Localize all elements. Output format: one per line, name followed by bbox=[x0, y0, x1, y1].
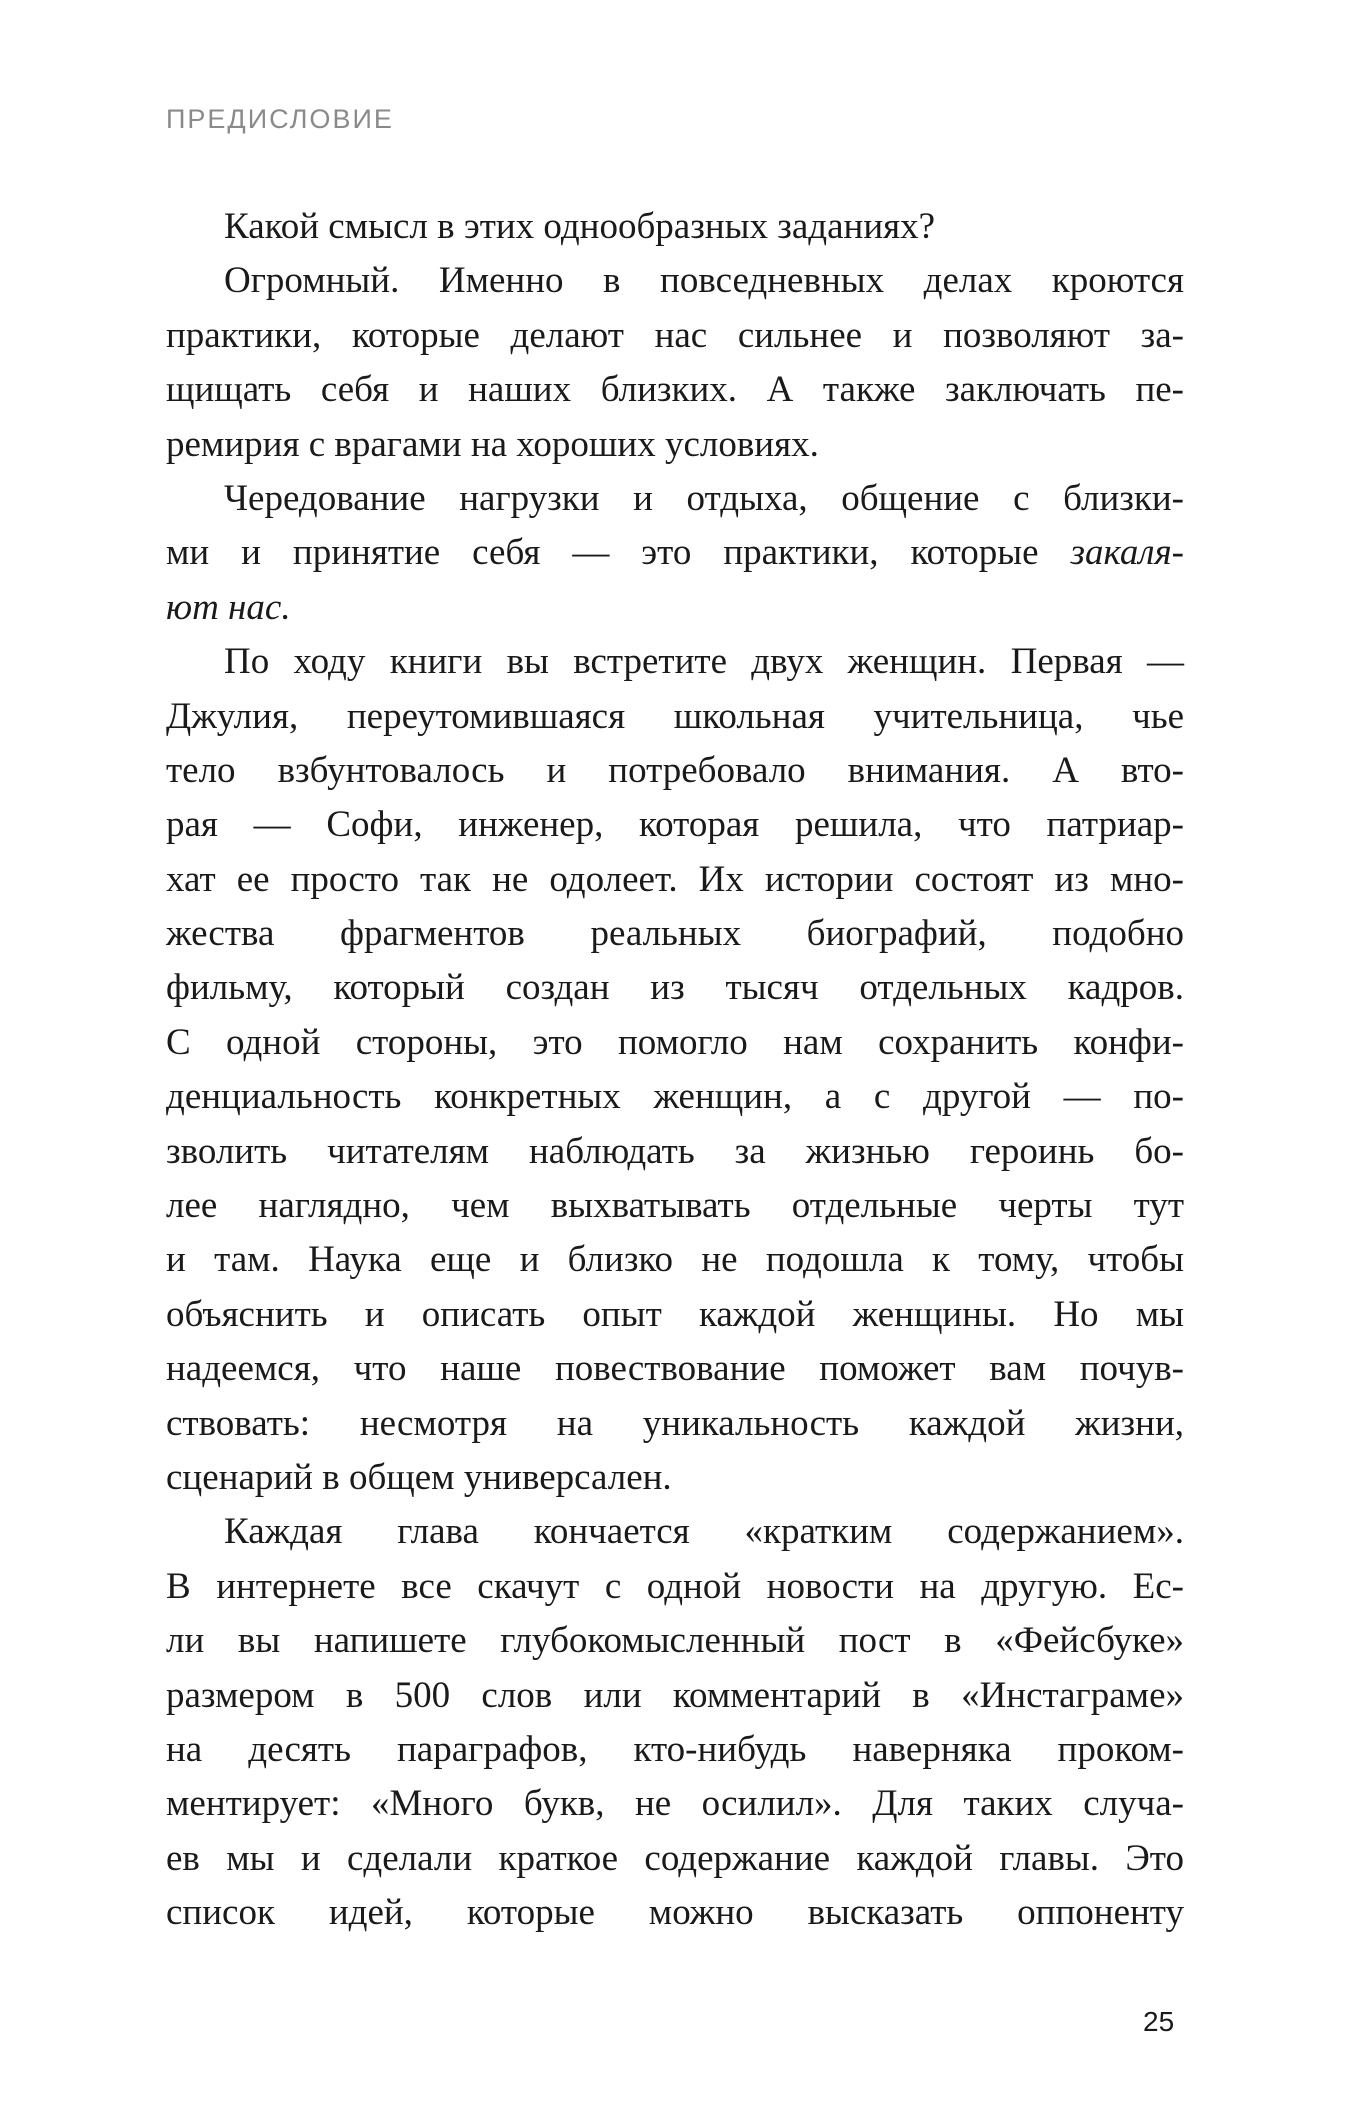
text-line bbox=[166, 1016, 1184, 1070]
line-text: Джулия, переутомившаяся школьная учительница, чье bbox=[166, 695, 1184, 737]
text-line bbox=[166, 418, 1184, 472]
line-text: жества фрагментов реальных биографий, подобно bbox=[166, 913, 1184, 955]
text-line bbox=[166, 363, 1184, 417]
line-text: ремирия с врагами на хороших условиях. bbox=[166, 423, 819, 465]
line-text: Какой смысл в этих однообразных заданиях? bbox=[224, 206, 936, 247]
line-text: Огромный. Именно в повседневных делах кроются bbox=[224, 260, 1184, 302]
text-line bbox=[166, 961, 1184, 1015]
line-text: В интернете все скачут с одной новости на другую. Ес- bbox=[166, 1565, 1184, 1607]
text-line bbox=[166, 690, 1184, 744]
text-line bbox=[166, 1832, 1184, 1886]
text-line bbox=[166, 1451, 1184, 1505]
text-line bbox=[166, 907, 1184, 961]
text-line bbox=[166, 254, 1184, 308]
text-line bbox=[166, 1505, 1184, 1559]
text-line bbox=[166, 1342, 1184, 1396]
line-text: С одной стороны, это помогло нам сохранить конфи- bbox=[166, 1021, 1184, 1063]
line-text: список идей, которые можно высказать оппоненту bbox=[166, 1892, 1184, 1934]
line-text: и там. Наука еще и близко не подошла к тому, чтобы bbox=[166, 1239, 1184, 1281]
line-text: По ходу книги вы встретите двух женщин. Первая — bbox=[224, 641, 1184, 683]
text-line bbox=[166, 853, 1184, 907]
text-line bbox=[166, 1070, 1184, 1124]
line-text: объяснить и описать опыт каждой женщины. Но мы bbox=[166, 1293, 1184, 1335]
text-line bbox=[166, 1125, 1184, 1179]
text-line bbox=[166, 1397, 1184, 1451]
line-text: на десять параграфов, кто-нибудь наверняка проком- bbox=[166, 1728, 1184, 1770]
text-line bbox=[166, 1288, 1184, 1342]
text-line bbox=[166, 200, 1184, 254]
line-text: рая — Софи, инженер, которая решила, что патриар- bbox=[166, 804, 1184, 846]
text-line bbox=[166, 1777, 1184, 1831]
text-line bbox=[166, 1669, 1184, 1723]
text-line bbox=[166, 581, 1184, 635]
line-text: надеемся, что наше повествование поможет вам почув- bbox=[166, 1348, 1184, 1390]
text-line bbox=[166, 744, 1184, 798]
line-text: лее наглядно, чем выхватывать отдельные черты тут bbox=[166, 1185, 1184, 1227]
text-line bbox=[166, 472, 1184, 526]
line-text: ев мы и сделали краткое содержание каждой главы. Это bbox=[166, 1837, 1184, 1879]
page-number: 25 bbox=[1143, 2006, 1175, 2037]
line-italic-text: ют нас. bbox=[166, 586, 291, 628]
line-text: Чередование нагрузки и отдыха, общение с близки- bbox=[224, 477, 1184, 519]
line-text: ствовать: несмотря на уникальность каждой жизни, bbox=[166, 1402, 1184, 1444]
line-text: ми и принятие себя — это практики, которые bbox=[166, 532, 1071, 574]
line-text: практики, которые делают нас сильнее и позволяют за- bbox=[166, 314, 1184, 356]
text-line bbox=[166, 798, 1184, 852]
text-line bbox=[166, 309, 1184, 363]
text-line bbox=[166, 1886, 1184, 1940]
line-text: зволить читателям наблюдать за жизнью героинь бо- bbox=[166, 1130, 1184, 1172]
line-text: ментирует: «Много букв, не осилил». Для таких случа- bbox=[166, 1783, 1184, 1825]
text-line bbox=[166, 1723, 1184, 1777]
line-text: хат ее просто так не одолеет. Их истории состоят из мно- bbox=[166, 858, 1184, 900]
line-text: ли вы напишете глубокомысленный пост в «Фейсбуке» bbox=[166, 1620, 1184, 1662]
text-line bbox=[166, 1614, 1184, 1668]
line-text: сценарий в общем универсален. bbox=[166, 1456, 672, 1498]
running-header: ПРЕДИСЛОВИЕ bbox=[166, 104, 394, 134]
text-line bbox=[166, 1233, 1184, 1287]
text-line bbox=[166, 1179, 1184, 1233]
line-text: Каждая глава кончается «кратким содержанием». bbox=[224, 1511, 1184, 1553]
text-line bbox=[166, 635, 1184, 689]
line-text: фильму, который создан из тысяч отдельных кадров. bbox=[166, 967, 1184, 1009]
line-text: размером в 500 слов или комментарий в «Инстаграме» bbox=[166, 1674, 1184, 1716]
line-text: денциальность конкретных женщин, а с другой — по- bbox=[166, 1076, 1184, 1118]
line-italic-text: закаля- bbox=[1070, 532, 1184, 574]
line-text: тело взбунтовалось и потребовало внимания. А вто- bbox=[166, 749, 1184, 791]
text-line bbox=[166, 1560, 1184, 1614]
body-text bbox=[166, 200, 1184, 1941]
text-line bbox=[166, 526, 1184, 580]
line-text: щищать себя и наших близких. А также заключать пе- bbox=[166, 369, 1184, 411]
